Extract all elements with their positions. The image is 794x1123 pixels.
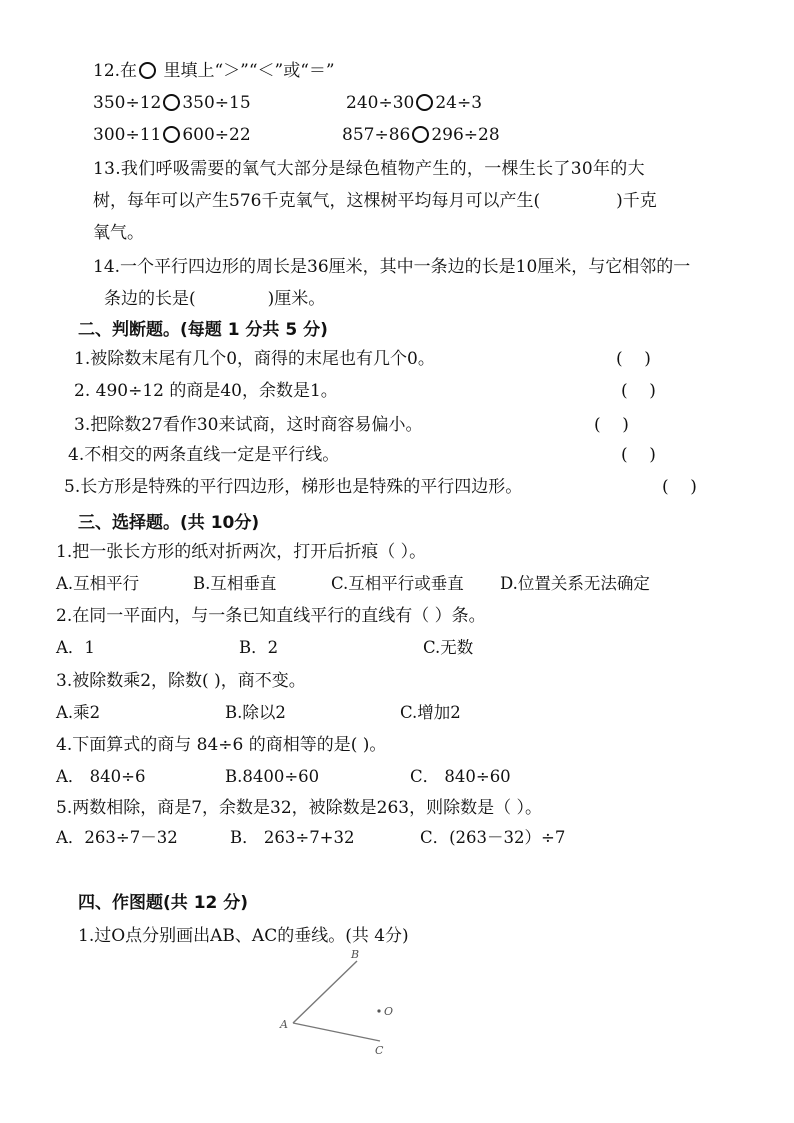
- choice-q5-option-a[interactable]: A．263÷7－32: [56, 828, 178, 847]
- q14-line-2a: 条边的长是(: [104, 289, 196, 309]
- choice-q5-option-b[interactable]: B． 263÷7+32: [230, 828, 355, 847]
- q12-title-a: 12.在: [93, 61, 138, 81]
- judge-mark-1[interactable]: ( ): [616, 349, 651, 369]
- section-4-heading: 四、作图题(共 12 分): [78, 893, 249, 913]
- choice-q2-option-a[interactable]: A．1: [56, 638, 95, 657]
- choice-q3-stem: 3.被除数乘2，除数( )，商不变。: [56, 671, 306, 691]
- choice-q1-option-c[interactable]: C.互相平行或垂直: [331, 574, 464, 593]
- q13-line-1: 13.我们呼吸需要的氧气大部分是绿色植物产生的，一棵生长了30年的大: [93, 159, 645, 179]
- q12-item-3-right: 600÷22: [182, 125, 251, 145]
- ray-ac: [293, 1023, 380, 1041]
- judge-mark-2[interactable]: ( ): [621, 381, 656, 401]
- q12-item-4-right: 296÷28: [431, 125, 500, 145]
- q12-item-2-left: 240÷30: [346, 93, 415, 113]
- q12-title: [93, 60, 335, 82]
- answer-circle-icon[interactable]: [163, 126, 180, 143]
- choice-q1-option-d[interactable]: D.位置关系无法确定: [500, 574, 650, 593]
- judge-mark-4[interactable]: ( ): [621, 445, 656, 465]
- angle-figure[interactable]: [270, 944, 430, 1064]
- label-b: B: [351, 948, 360, 961]
- judge-item-2: 2. 490÷12 的商是40，余数是1。: [74, 381, 338, 401]
- choice-q4-option-c[interactable]: C． 840÷60: [410, 767, 511, 786]
- choice-q5-stem: 5.两数相除，商是7，余数是32，被除数是263，则除数是（ ）。: [56, 798, 543, 818]
- compare-circle-icon: [139, 62, 156, 79]
- q12-item-4: [342, 124, 500, 146]
- label-o: O: [384, 1005, 394, 1018]
- judge-mark-5[interactable]: ( ): [662, 477, 697, 497]
- label-c: C: [375, 1044, 384, 1057]
- ray-ab: [293, 961, 357, 1023]
- choice-q2-option-b[interactable]: B．2: [239, 638, 279, 657]
- judge-item-4: 4.不相交的两条直线一定是平行线。: [68, 445, 340, 465]
- q12-title-b: 里填上“＞”“＜”或“＝”: [158, 61, 335, 81]
- choice-q2-stem: 2.在同一平面内，与一条已知直线平行的直线有（ ）条。: [56, 606, 486, 626]
- choice-q4-option-b[interactable]: B.8400÷60: [225, 767, 320, 786]
- section-2-heading: 二、判断题。(每题 1 分共 5 分): [78, 320, 328, 340]
- choice-q4-option-a[interactable]: A． 840÷6: [56, 767, 146, 786]
- choice-q3-option-c[interactable]: C.增加2: [400, 703, 461, 722]
- q12-item-2-right: 24÷3: [435, 93, 483, 113]
- q12-item-3: [93, 124, 251, 146]
- choice-q5-option-c[interactable]: C．(263－32）÷7: [420, 828, 566, 847]
- choice-q1-option-b[interactable]: B.互相垂直: [193, 574, 277, 593]
- q12-item-4-left: 857÷86: [342, 125, 411, 145]
- judge-item-5: 5.长方形是特殊的平行四边形，梯形也是特殊的平行四边形。: [64, 477, 523, 497]
- choice-q3-option-b[interactable]: B.除以2: [225, 703, 286, 722]
- judge-item-3: 3.把除数27看作30来试商，这时商容易偏小。: [74, 415, 423, 435]
- q14-line-2: [104, 288, 325, 310]
- choice-q3-option-a[interactable]: A.乘2: [56, 703, 101, 722]
- q13-line-2a: 树，每年可以产生576千克氧气，这棵树平均每月可以产生(: [93, 191, 541, 211]
- choice-q1-stem: 1.把一张长方形的纸对折两次，打开后折痕（ ）。: [56, 542, 427, 562]
- q14-line-1: 14.一个平行四边形的周长是36厘米，其中一条边的长是10厘米，与它相邻的一: [93, 257, 691, 277]
- judge-mark-3[interactable]: ( ): [594, 415, 629, 435]
- choice-q2-option-c[interactable]: C.无数: [423, 638, 474, 657]
- q12-item-1-left: 350÷12: [93, 93, 162, 113]
- point-o: [377, 1009, 380, 1012]
- q13-line-2b: )千克: [616, 191, 657, 211]
- q12-item-1: [93, 92, 251, 114]
- drawing-q1-text: 1.过O点分别画出AB、AC的垂线。(共 4分): [78, 926, 409, 946]
- judge-item-1: 1.被除数末尾有几个0，商得的末尾也有几个0。: [74, 349, 435, 369]
- answer-circle-icon[interactable]: [412, 126, 429, 143]
- q12-item-3-left: 300÷11: [93, 125, 162, 145]
- q14-line-2b: )厘米。: [267, 289, 326, 309]
- q13-line-3: 氧气。: [93, 223, 144, 243]
- answer-circle-icon[interactable]: [416, 94, 433, 111]
- choice-q4-stem: 4.下面算式的商与 84÷6 的商相等的是( )。: [56, 735, 387, 755]
- label-a: A: [280, 1018, 288, 1031]
- q12-item-2: [346, 92, 482, 114]
- q12-item-1-right: 350÷15: [182, 93, 251, 113]
- answer-circle-icon[interactable]: [163, 94, 180, 111]
- section-3-heading: 三、选择题。(共 10分): [78, 513, 260, 533]
- q13-line-2: [93, 190, 657, 212]
- choice-q1-option-a[interactable]: A.互相平行: [56, 574, 140, 593]
